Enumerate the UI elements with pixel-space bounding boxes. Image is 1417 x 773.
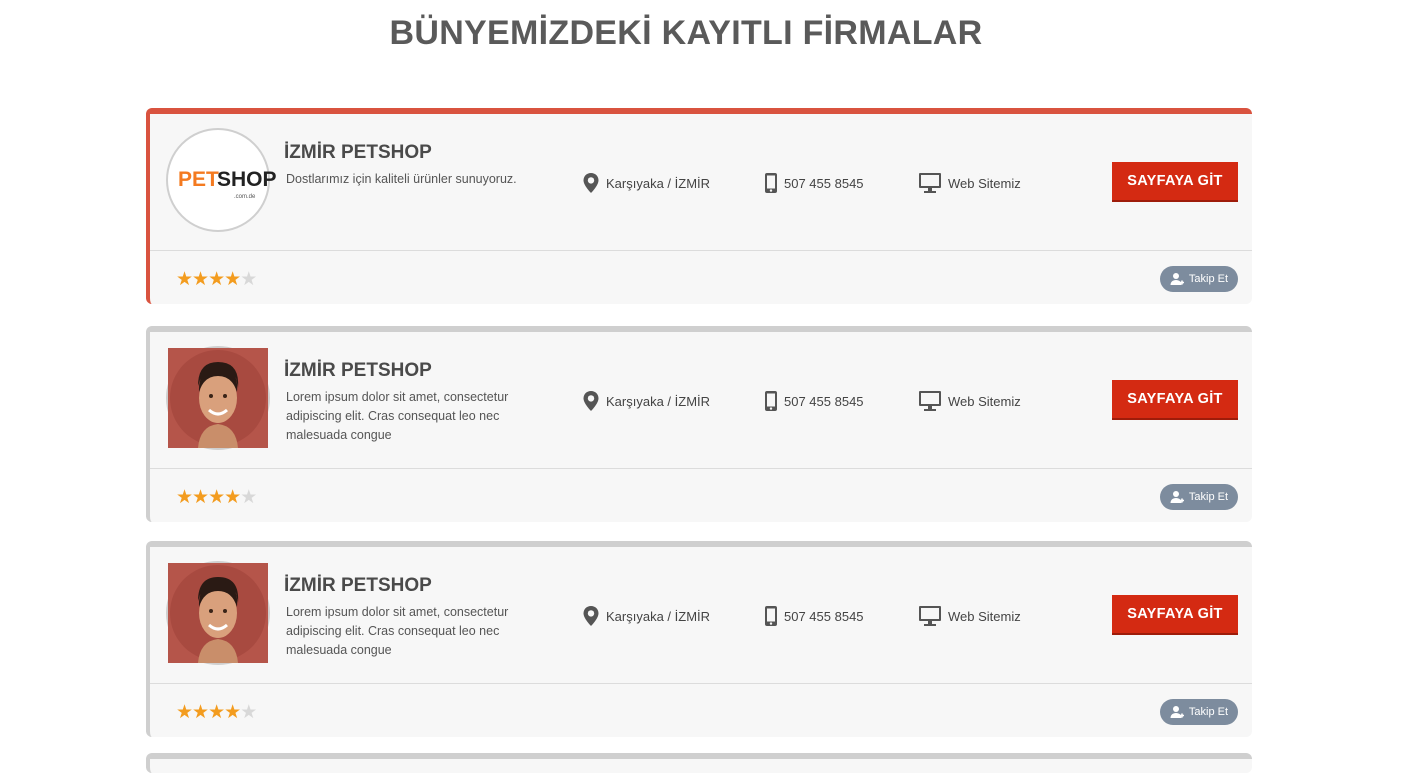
company-logo[interactable] — [166, 128, 277, 232]
phone-info — [764, 605, 864, 627]
star-icon: ★ — [176, 702, 193, 723]
company-name: İZMİR PETSHOP — [284, 360, 432, 381]
star-rating — [176, 701, 256, 724]
company-description: Lorem ipsum dolor sit amet, consectetur adipiscing elit. Cras consequat leo nec malesuada congue — [286, 390, 509, 442]
star-icon: ★ — [192, 702, 209, 723]
logo-text-shop: SHOP — [217, 168, 277, 191]
company-description: Dostlarımız için kaliteli ürünler sunuyoruz. — [286, 172, 517, 186]
company-name: İZMİR PETSHOP — [284, 575, 432, 596]
star-icon: ★ — [192, 269, 209, 290]
star-icon: ★ — [224, 269, 241, 290]
location-info — [582, 172, 710, 194]
go-to-page-button[interactable]: SAYFAYA GİT — [1112, 380, 1238, 418]
company-avatar[interactable] — [166, 561, 270, 665]
star-empty-icon: ★ — [240, 269, 257, 290]
map-pin-icon — [582, 605, 600, 627]
company-card — [146, 326, 1252, 522]
star-icon: ★ — [208, 702, 225, 723]
star-icon: ★ — [176, 487, 193, 508]
phone-text: 507 455 8545 — [784, 393, 864, 409]
location-text: Karşıyaka / İZMİR — [606, 393, 711, 409]
add-user-icon — [1170, 705, 1185, 719]
website-info[interactable] — [918, 390, 1021, 412]
page-title: BÜNYEMİZDEKİ KAYITLI FİRMALAR — [389, 14, 983, 52]
star-icon: ★ — [224, 702, 241, 723]
logo-text-pet: PET — [178, 168, 219, 191]
monitor-icon — [918, 390, 942, 412]
location-info — [582, 390, 710, 412]
monitor-icon — [918, 172, 942, 194]
add-user-icon — [1170, 490, 1185, 504]
location-text: Karşıyaka / İZMİR — [606, 175, 711, 191]
card-header — [150, 547, 1252, 684]
location-text: Karşıyaka / İZMİR — [606, 608, 711, 624]
star-rating — [176, 268, 256, 291]
add-user-icon — [1170, 272, 1185, 286]
map-pin-icon — [582, 172, 600, 194]
phone-info — [764, 390, 864, 412]
phone-icon — [764, 605, 778, 627]
website-link[interactable]: Web Sitemiz — [948, 393, 1021, 409]
star-icon: ★ — [208, 487, 225, 508]
location-info — [582, 605, 710, 627]
star-rating — [176, 486, 256, 509]
phone-text: 507 455 8545 — [784, 608, 864, 624]
phone-text: 507 455 8545 — [784, 175, 864, 191]
phone-icon — [764, 172, 778, 194]
star-icon: ★ — [224, 487, 241, 508]
follow-button[interactable] — [1160, 699, 1238, 725]
star-empty-icon: ★ — [240, 487, 257, 508]
company-avatar[interactable] — [166, 346, 270, 450]
follow-button[interactable] — [1160, 266, 1238, 292]
follow-label: Takip Et — [1188, 706, 1229, 718]
go-to-page-button[interactable]: SAYFAYA GİT — [1112, 162, 1238, 200]
company-card — [146, 108, 1252, 304]
card-header — [150, 332, 1252, 469]
website-link[interactable]: Web Sitemiz — [948, 175, 1021, 191]
star-empty-icon: ★ — [240, 702, 257, 723]
star-icon: ★ — [208, 269, 225, 290]
follow-button[interactable] — [1160, 484, 1238, 510]
star-icon: ★ — [176, 269, 193, 290]
company-card — [146, 541, 1252, 737]
map-pin-icon — [582, 390, 600, 412]
website-info[interactable] — [918, 172, 1021, 194]
follow-label: Takip Et — [1188, 491, 1229, 503]
monitor-icon — [918, 605, 942, 627]
star-icon: ★ — [192, 487, 209, 508]
go-to-page-button[interactable]: SAYFAYA GİT — [1112, 595, 1238, 633]
website-info[interactable] — [918, 605, 1021, 627]
company-name: İZMİR PETSHOP — [284, 142, 432, 163]
card-header — [150, 114, 1252, 251]
phone-icon — [764, 390, 778, 412]
logo-text-sub: .com.de — [234, 194, 256, 200]
phone-info — [764, 172, 864, 194]
follow-label: Takip Et — [1188, 273, 1229, 285]
company-description: Lorem ipsum dolor sit amet, consectetur adipiscing elit. Cras consequat leo nec malesuada congue — [286, 605, 509, 657]
website-link[interactable]: Web Sitemiz — [948, 608, 1021, 624]
company-card-partial — [146, 753, 1252, 773]
